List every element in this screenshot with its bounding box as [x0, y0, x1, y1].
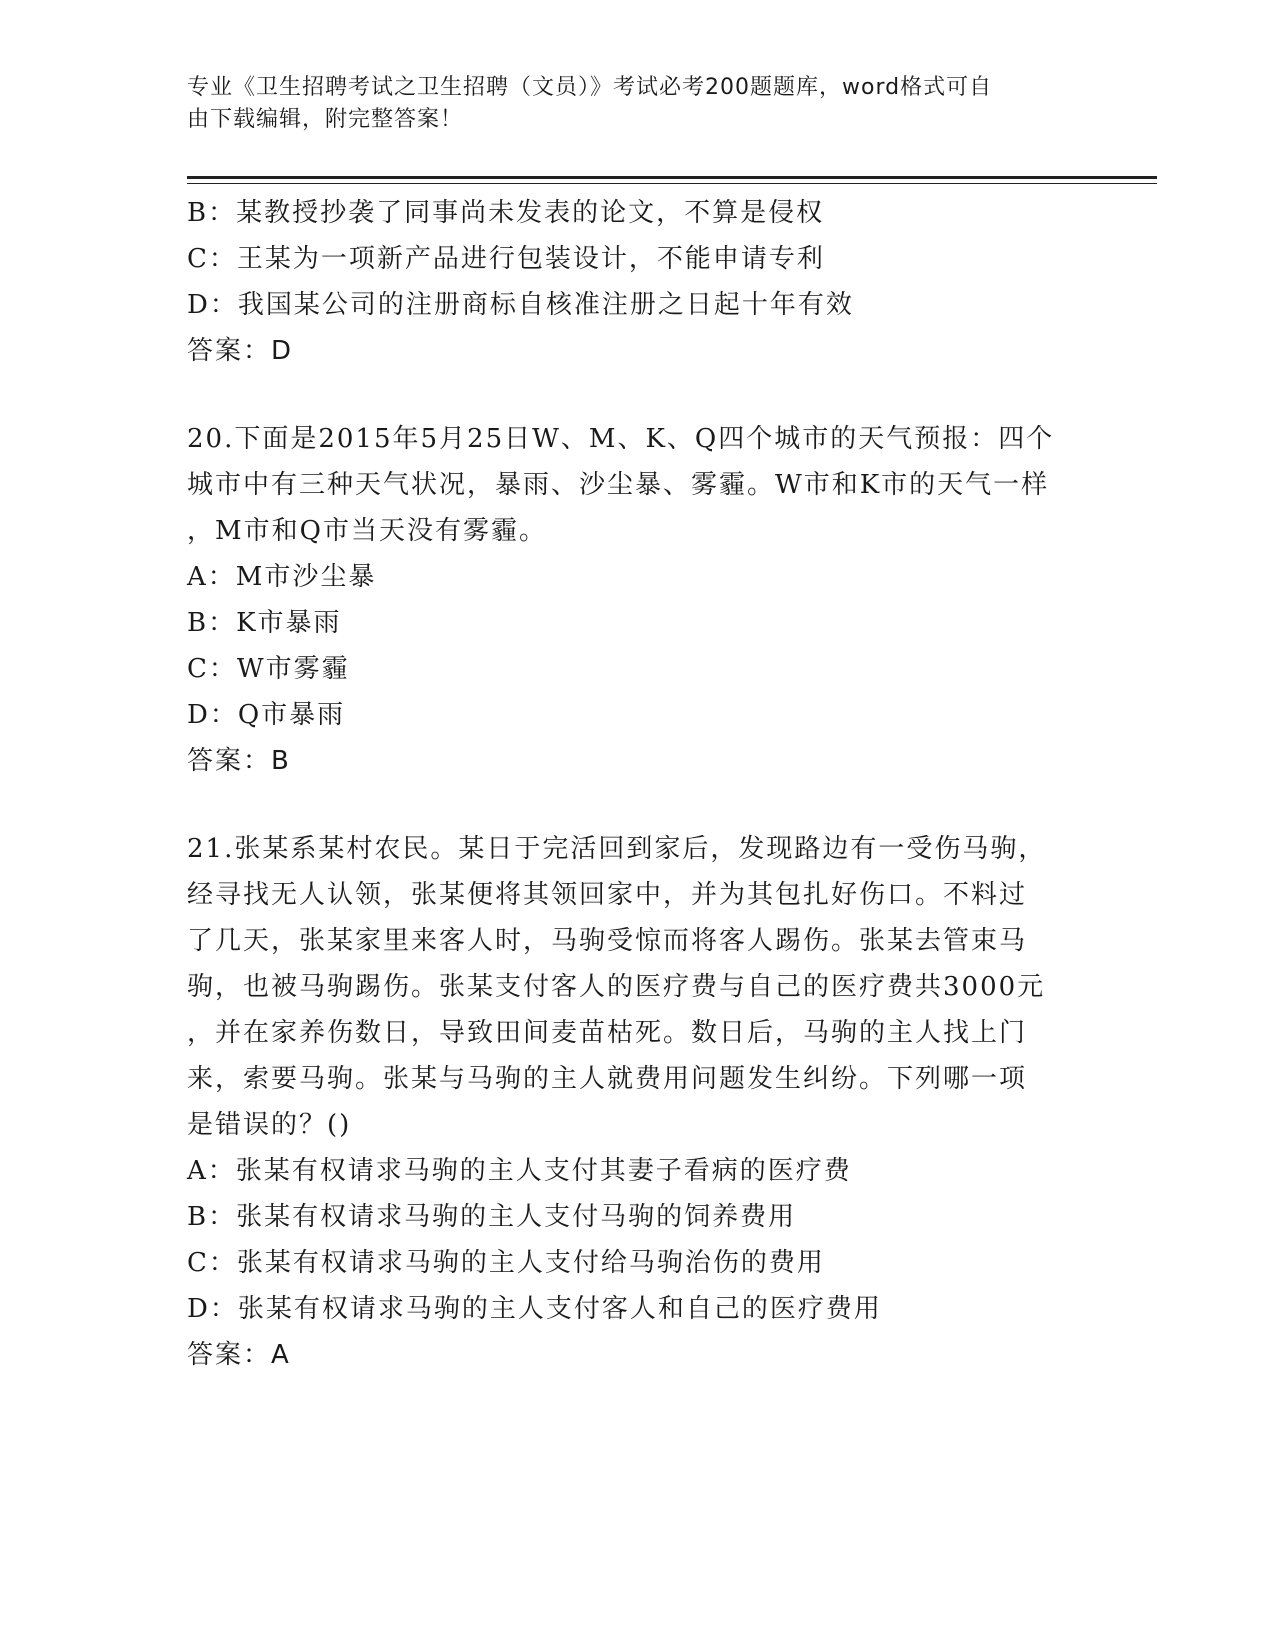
question-stem-line: ，并在家养伤数日，导致田间麦苗枯死。数日后，马驹的主人找上门	[187, 1018, 1028, 1048]
question-20	[187, 416, 1107, 784]
question-stem-line: 来，索要马驹。张某与马驹的主人就费用问题发生纠纷。下列哪一项	[187, 1064, 1028, 1094]
answer-label: 答案：D	[187, 336, 294, 366]
question-19-continuation	[187, 190, 1107, 374]
question-stem-line: 是错误的？()	[187, 1110, 352, 1140]
header-rule-thick	[187, 176, 1157, 179]
option-b: B：某教授抄袭了同事尚未发表的论文，不算是侵权	[187, 198, 825, 228]
question-stem-line: ，M市和Q市当天没有雾霾。	[187, 516, 547, 546]
spacer	[187, 784, 1107, 826]
option-a: A：M市沙尘暴	[187, 562, 377, 592]
option-c: C：W市雾霾	[187, 654, 350, 684]
option-c: C：王某为一项新产品进行包装设计，不能申请专利	[187, 244, 825, 274]
answer-label: 答案：A	[187, 1340, 291, 1370]
question-stem-line: 驹，也被马驹踢伤。张某支付客人的医疗费与自己的医疗费共3000元	[187, 972, 1046, 1002]
header-rule-thin	[187, 183, 1157, 184]
document-body	[187, 190, 1107, 1378]
option-d: D：Q市暴雨	[187, 700, 346, 730]
question-stem-line: 21.张某系某村农民。某日于完活回到家后，发现路边有一受伤马驹，	[187, 834, 1047, 864]
option-d: D：张某有权请求马驹的主人支付客人和自己的医疗费用	[187, 1294, 882, 1324]
question-21	[187, 826, 1107, 1378]
question-stem-line: 了几天，张某家里来客人时，马驹受惊而将客人踢伤。张某去管束马	[187, 926, 1028, 956]
option-d: D：我国某公司的注册商标自核准注册之日起十年有效	[187, 290, 854, 320]
answer-label: 答案：B	[187, 746, 291, 776]
header-line-1: 专业《卫生招聘考试之卫生招聘（文员）》考试必考200题题库，word格式可自	[187, 75, 993, 100]
option-b: B：K市暴雨	[187, 608, 342, 638]
option-b: B：张某有权请求马驹的主人支付马驹的饲养费用	[187, 1202, 797, 1232]
document-header	[187, 72, 1087, 136]
spacer	[187, 374, 1107, 416]
question-stem-line: 城市中有三种天气状况，暴雨、沙尘暴、雾霾。W市和K市的天气一样	[187, 470, 1050, 500]
option-a: A：张某有权请求马驹的主人支付其妻子看病的医疗费	[187, 1156, 852, 1186]
option-c: C：张某有权请求马驹的主人支付给马驹治伤的费用	[187, 1248, 825, 1278]
header-line-2: 由下载编辑，附完整答案！	[187, 107, 464, 132]
question-stem-line: 20.下面是2015年5月25日W、M、K、Q四个城市的天气预报：四个	[187, 424, 1055, 454]
question-stem-line: 经寻找无人认领，张某便将其领回家中，并为其包扎好伤口。不料过	[187, 880, 1028, 910]
